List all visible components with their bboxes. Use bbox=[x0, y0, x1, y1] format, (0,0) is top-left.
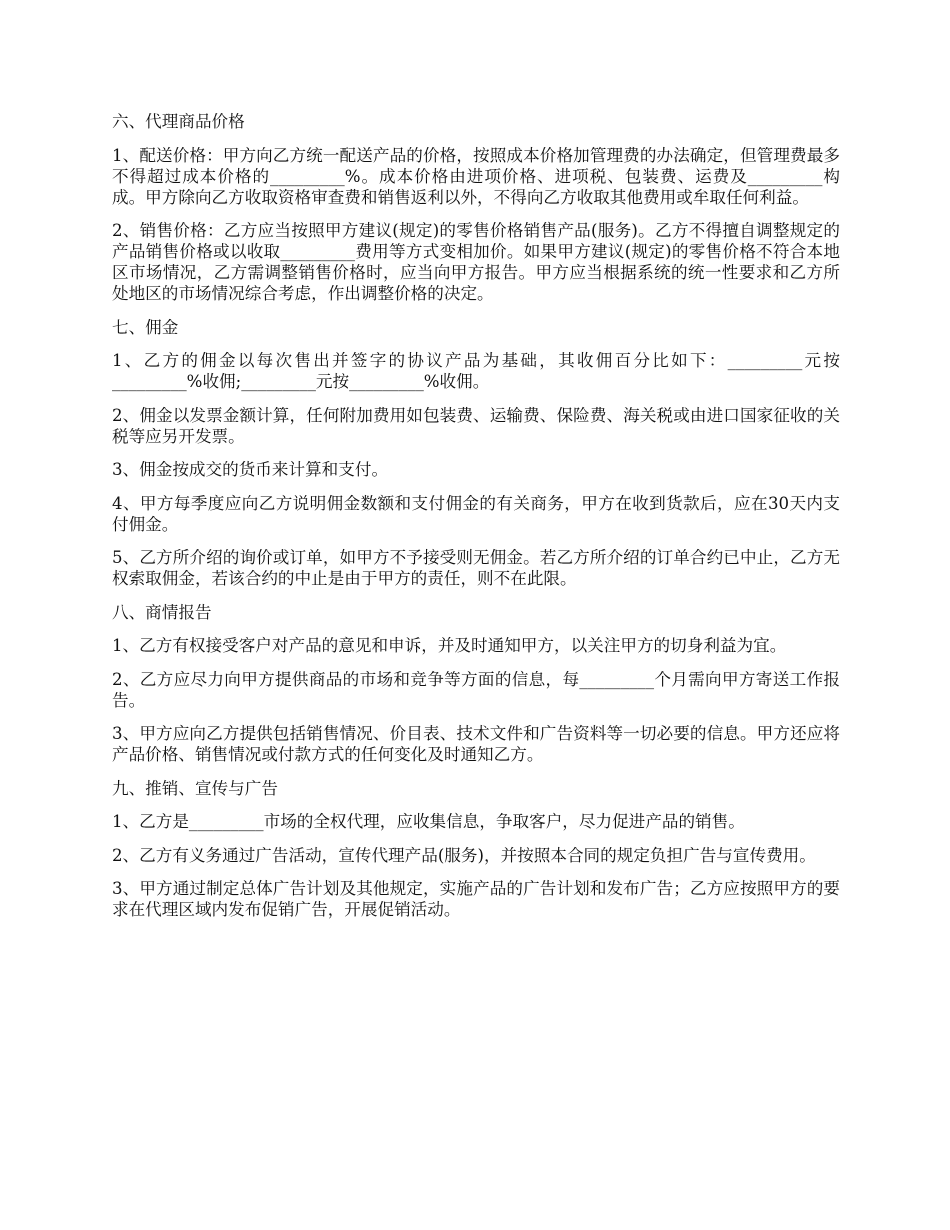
paragraph: 2、销售价格：乙方应当按照甲方建议(规定)的零售价格销售产品(服务)。乙方不得擅自调整规定的产品销售价格或以收取_________费用等方式变相加价。如果甲方建议(规定)的零售价格不符合本地区市场情况，乙方需调整销售价格时，应当向甲方报告。甲方应当根据系统的统一性要求和乙方所处地区的市场情况综合考虑，作出调整价格的决定。 bbox=[112, 221, 840, 303]
paragraph: 1、乙方的佣金以每次售出并签字的协议产品为基础，其收佣百分比如下：_________元按_________%收佣;_________元按_________%收佣。 bbox=[112, 351, 840, 391]
section-heading: 九、推销、宣传与广告 bbox=[112, 778, 278, 798]
paragraph: 5、乙方所介绍的询价或订单，如甲方不予接受则无佣金。若乙方所介绍的订单合约已中止，乙方无权索取佣金，若该合约的中止是由于甲方的责任，则不在此限。 bbox=[112, 548, 840, 588]
section-heading: 七、佣金 bbox=[112, 317, 179, 337]
paragraph: 3、佣金按成交的货币来计算和支付。 bbox=[112, 460, 389, 479]
paragraph: 4、甲方每季度应向乙方说明佣金数额和支付佣金的有关商务，甲方在收到货款后，应在30天内支付佣金。 bbox=[112, 493, 840, 534]
paragraph: 3、甲方应向乙方提供包括销售情况、价目表、技术文件和广告资料等一切必要的信息。甲方还应将产品价格、销售情况或付款方式的任何变化及时通知乙方。 bbox=[112, 724, 840, 764]
section-heading: 八、商情报告 bbox=[112, 602, 212, 622]
section-heading: 六、代理商品价格 bbox=[112, 112, 245, 131]
paragraph: 1、乙方是_________市场的全权代理，应收集信息，争取客户，尽力促进产品的销售。 bbox=[112, 812, 745, 831]
section-promotion bbox=[112, 778, 840, 921]
paragraph: 2、乙方应尽力向甲方提供商品的市场和竞争等方面的信息，每_________个月需向甲方寄送工作报告。 bbox=[112, 669, 840, 710]
paragraph: 1、乙方有权接受客户对产品的意见和申诉，并及时通知甲方，以关注甲方的切身利益为宜。 bbox=[112, 636, 787, 655]
paragraph: 1、配送价格：甲方向乙方统一配送产品的价格，按照成本价格加管理费的办法确定，但管理费最多不得超过成本价格的_________%。成本价格由进项价格、进项税、包装费、运费及_________构成。甲方除向乙方收取资格审查费和销售返利以外，不得向乙方收取其他费用或牟取任何利益。 bbox=[112, 145, 840, 207]
document-page bbox=[112, 111, 840, 933]
section-business-report bbox=[112, 602, 840, 766]
section-commission bbox=[112, 317, 840, 590]
paragraph: 2、乙方有义务通过广告活动，宣传代理产品(服务)，并按照本合同的规定负担广告与宣传费用。 bbox=[112, 845, 816, 865]
paragraph: 3、甲方通过制定总体广告计划及其他规定，实施产品的广告计划和发布广告；乙方应按照甲方的要求在代理区域内发布促销广告，开展促销活动。 bbox=[112, 879, 840, 919]
section-pricing bbox=[112, 111, 840, 304]
paragraph: 2、佣金以发票金额计算，任何附加费用如包装费、运输费、保险费、海关税或由进口国家征收的关税等应另开发票。 bbox=[112, 405, 840, 446]
